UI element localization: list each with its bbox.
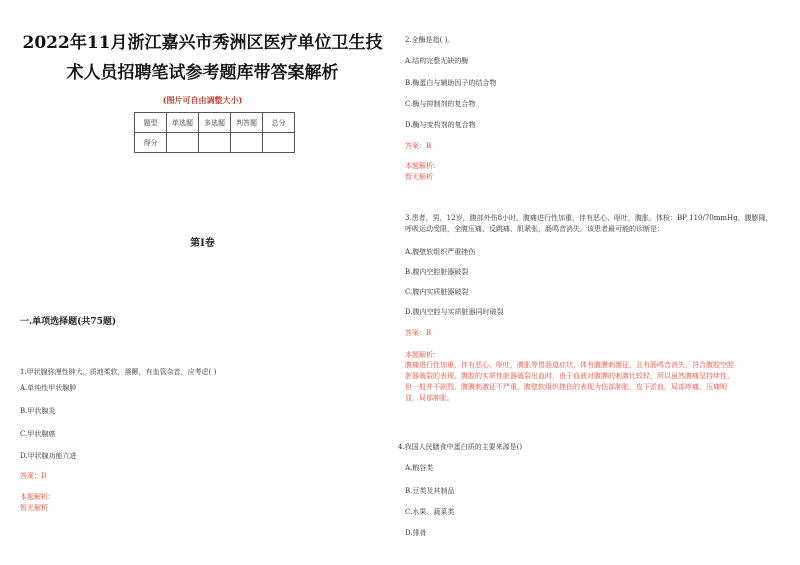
- q1-option-c: C.甲状腺癌: [20, 430, 56, 438]
- q2-option-a: A.结构完整无缺的酶: [405, 57, 469, 65]
- q4-option-b: B.豆类及其制品: [405, 487, 455, 495]
- q1-option-b: B.甲状腺炎: [20, 407, 56, 415]
- volume-heading: 第I卷: [190, 238, 215, 249]
- q2-explanation-text: 暂无解析: [405, 173, 433, 181]
- q4-option-c: C.水果、蔬菜类: [405, 508, 455, 516]
- q1-explanation-text: 暂无解析: [20, 504, 48, 512]
- score-table: [134, 112, 295, 153]
- q1-stem: 1.甲状腺弥漫性肿大，质地柔软，震颤，有血管杂音，应考虑( ): [20, 368, 217, 376]
- q2-stem: 2.全酶是指( )。: [405, 36, 455, 44]
- q3-option-a: A.腹壁软组织严重挫伤: [405, 248, 476, 256]
- score-header-single: 单选题: [167, 113, 199, 133]
- q1-explanation-label: 本题解析：: [20, 493, 55, 501]
- q2-option-b: B.酶蛋白与辅助因子的结合物: [405, 79, 497, 87]
- score-row-label: 得分: [135, 133, 167, 153]
- q1-answer: 答案：D: [20, 472, 47, 480]
- document-title: [20, 28, 385, 88]
- score-table-score-row: [135, 133, 295, 153]
- q3-explanation-label: 本题解析：: [405, 351, 440, 359]
- score-cell: [263, 133, 295, 153]
- q4-option-d: D.排骨: [405, 529, 427, 537]
- q2-explanation-label: 本题解析：: [405, 162, 440, 170]
- q2-answer: 答案：B: [405, 142, 432, 150]
- score-table-header-row: [135, 113, 295, 133]
- q1-option-a: A.单纯性甲状腺肿: [20, 384, 77, 392]
- score-cell: [167, 133, 199, 153]
- q3-answer: 答案：B: [405, 329, 432, 337]
- score-header-type: 题型: [135, 113, 167, 133]
- q3-explanation-text: 腹痛进行性加重，伴有恶心、呕吐，腹胀等胃肠道症状，体有腹膜刺激征，且有肠鸣音消失，符合腹腔空腔脏器破裂的表现。腹腔的实质性脏器破裂出血时，由于血液对腹膜的刺激比较轻，所以虽然腹痛呈持续性，但一般并不剧烈，腹膜刺激征不严重。腹壁软组织挫伤的表现为伤部肿胀，皮下淤血，局部疼痛，压痛明显，局部肿胀。: [405, 361, 734, 402]
- score-header-judge: 判答题: [231, 113, 263, 133]
- q3-stem: 3.患者，男，12岁，腹部外伤8小时，腹痛进行性加重，伴有恶心、呕吐，腹胀。体检：BP 110/70mmHg，腹膨隆，呼吸运动受限，全腹压痛、反跳痛、肌紧张，肠鸣音消失。该患者最可能的诊断是：: [405, 214, 773, 233]
- q2-option-d: D.酶与变构剂的复合物: [405, 121, 476, 129]
- q3-option-c: C.腹内实质脏器破裂: [405, 288, 469, 296]
- title-line-1: 2022年11月浙江嘉兴市秀洲区医疗单位卫生技: [22, 33, 383, 53]
- picture-note: (图片可自由调整大小): [162, 95, 243, 105]
- q1-option-d: D.甲状腺功能亢进: [20, 452, 77, 460]
- section-heading: 一.单项选择题(共75题): [20, 317, 117, 327]
- score-header-total: 总分: [263, 113, 295, 133]
- title-line-2: 术人员招聘笔试参考题库带答案解析: [66, 63, 339, 83]
- q4-stem: 4.我国人民膳食中蛋白质的主要来源是(): [398, 443, 523, 451]
- q3-option-b: B.腹内空腔脏器破裂: [405, 268, 469, 276]
- score-cell: [199, 133, 231, 153]
- score-header-multi: 多选题: [199, 113, 231, 133]
- q3-option-d: D.腹内空腔与实质脏器同时破裂: [405, 308, 504, 316]
- score-cell: [231, 133, 263, 153]
- q4-option-a: A.粮谷类: [405, 464, 434, 472]
- q2-option-c: C.酶与抑制剂的复合物: [405, 100, 476, 108]
